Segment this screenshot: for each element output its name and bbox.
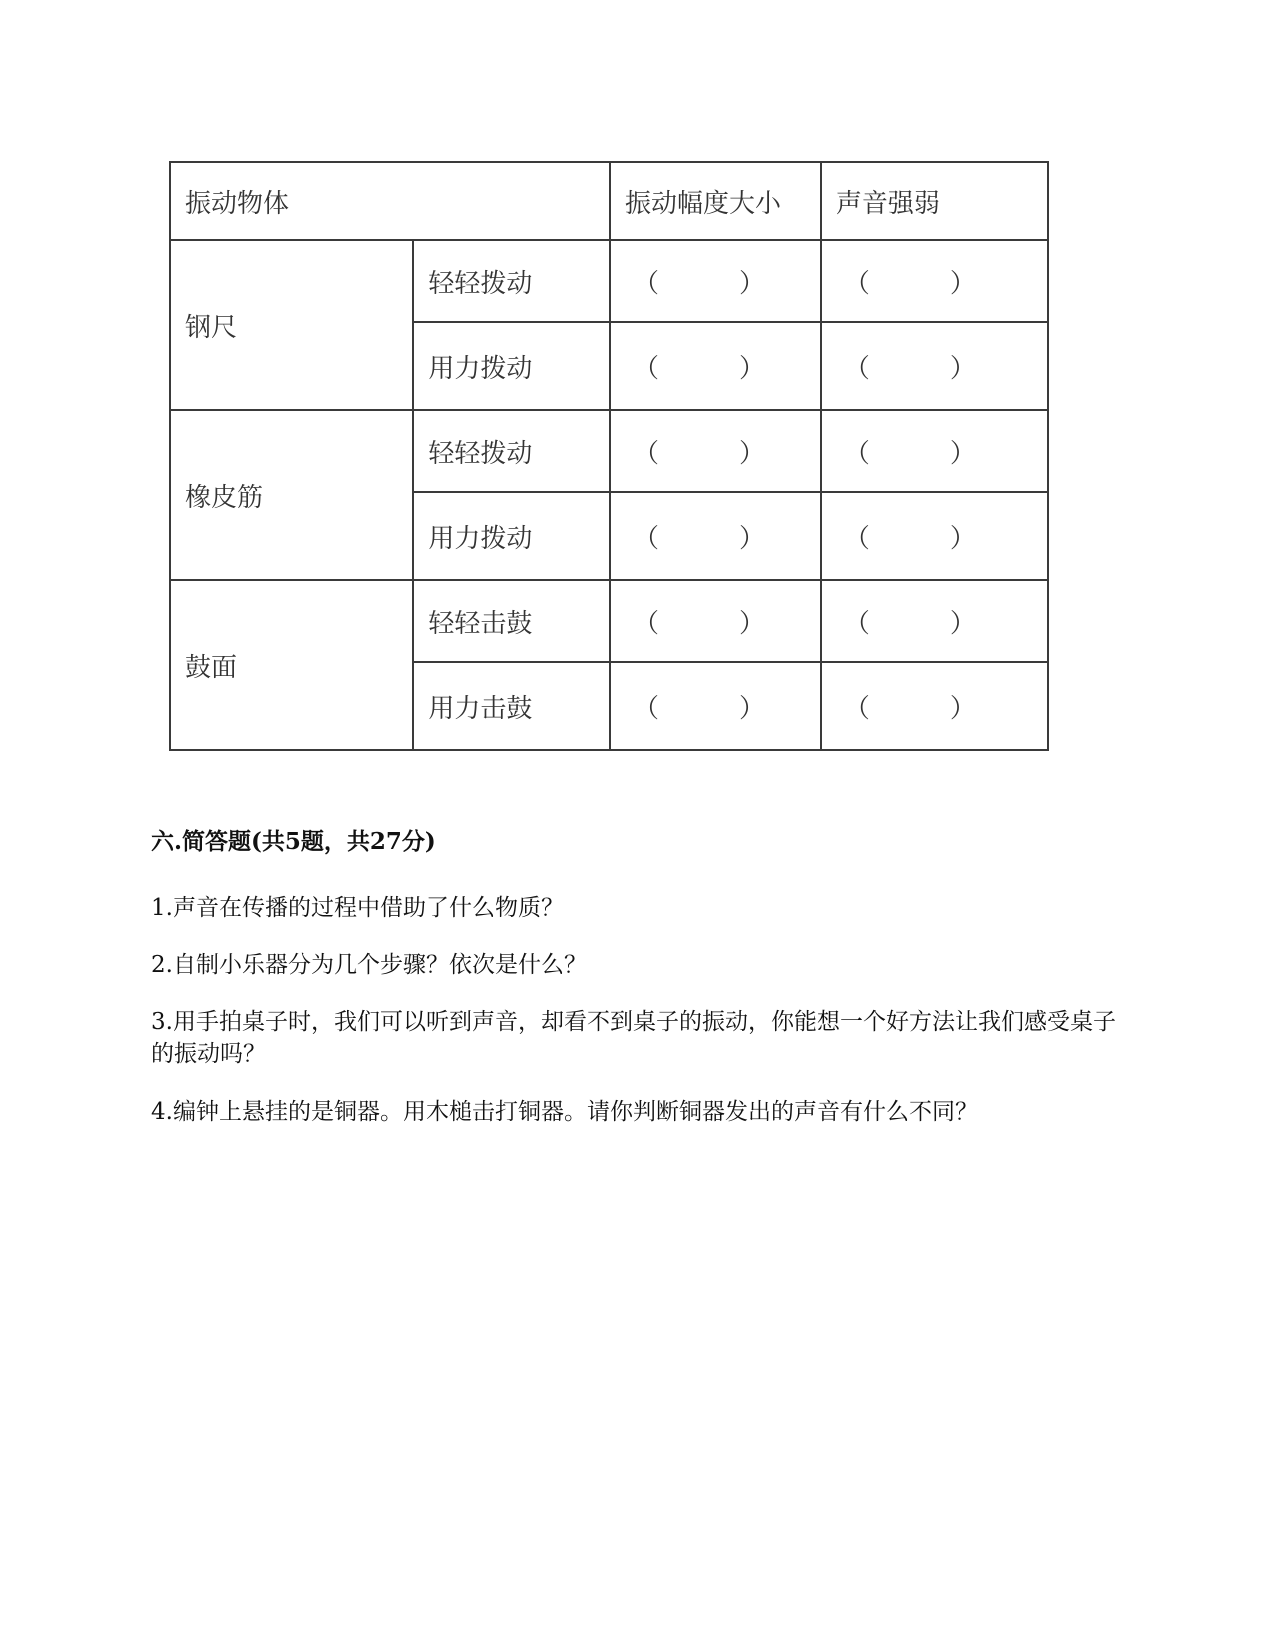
close-paren: ） bbox=[949, 268, 976, 299]
table-row bbox=[170, 580, 1048, 662]
loudness-answer-blank[interactable] bbox=[821, 662, 1048, 750]
loudness-answer-blank[interactable] bbox=[821, 240, 1048, 322]
question-4: 4.编钟上悬挂的是铜器。用木槌击打铜器。请你判断铜器发出的声音有什么不同？ bbox=[151, 1099, 978, 1125]
close-paren: ） bbox=[739, 438, 766, 469]
amplitude-answer-blank[interactable] bbox=[610, 662, 821, 750]
open-paren: （ bbox=[843, 268, 870, 299]
amplitude-answer-blank[interactable] bbox=[610, 322, 821, 410]
open-paren: （ bbox=[843, 608, 870, 639]
close-paren: ） bbox=[949, 693, 976, 724]
action-cell: 轻轻击鼓 bbox=[413, 580, 610, 662]
table-header-row bbox=[170, 162, 1048, 240]
open-paren: （ bbox=[633, 353, 660, 384]
action-cell: 用力拨动 bbox=[413, 322, 610, 410]
amplitude-answer-blank[interactable] bbox=[610, 492, 821, 580]
amplitude-answer-blank[interactable] bbox=[610, 240, 821, 322]
action-cell: 用力拨动 bbox=[413, 492, 610, 580]
loudness-answer-blank[interactable] bbox=[821, 410, 1048, 492]
header-loudness: 声音强弱 bbox=[821, 162, 1048, 240]
open-paren: （ bbox=[843, 693, 870, 724]
close-paren: ） bbox=[949, 608, 976, 639]
open-paren: （ bbox=[633, 693, 660, 724]
action-cell: 用力击鼓 bbox=[413, 662, 610, 750]
close-paren: ） bbox=[739, 608, 766, 639]
open-paren: （ bbox=[843, 438, 870, 469]
header-amplitude: 振动幅度大小 bbox=[610, 162, 821, 240]
object-drum-head: 鼓面 bbox=[170, 580, 413, 750]
action-cell: 轻轻拨动 bbox=[413, 410, 610, 492]
open-paren: （ bbox=[633, 608, 660, 639]
open-paren: （ bbox=[633, 268, 660, 299]
question-2: 2.自制小乐器分为几个步骤？依次是什么？ bbox=[151, 952, 587, 978]
vibration-table bbox=[169, 161, 1049, 751]
close-paren: ） bbox=[949, 523, 976, 554]
header-vibrating-object: 振动物体 bbox=[170, 162, 610, 240]
table-row bbox=[170, 240, 1048, 322]
open-paren: （ bbox=[633, 523, 660, 554]
close-paren: ） bbox=[739, 353, 766, 384]
close-paren: ） bbox=[739, 268, 766, 299]
close-paren: ） bbox=[739, 693, 766, 724]
action-cell: 轻轻拨动 bbox=[413, 240, 610, 322]
question-3: 3.用手拍桌子时，我们可以听到声音，却看不到桌子的振动，你能想一个好方法让我们感受桌子的振动吗？ bbox=[151, 1009, 1116, 1067]
open-paren: （ bbox=[843, 523, 870, 554]
close-paren: ） bbox=[949, 438, 976, 469]
close-paren: ） bbox=[739, 523, 766, 554]
object-rubber-band: 橡皮筋 bbox=[170, 410, 413, 580]
loudness-answer-blank[interactable] bbox=[821, 580, 1048, 662]
amplitude-answer-blank[interactable] bbox=[610, 410, 821, 492]
open-paren: （ bbox=[633, 438, 660, 469]
loudness-answer-blank[interactable] bbox=[821, 322, 1048, 410]
open-paren: （ bbox=[843, 353, 870, 384]
loudness-answer-blank[interactable] bbox=[821, 492, 1048, 580]
amplitude-answer-blank[interactable] bbox=[610, 580, 821, 662]
object-steel-ruler: 钢尺 bbox=[170, 240, 413, 410]
question-1: 1.声音在传播的过程中借助了什么物质？ bbox=[151, 895, 564, 921]
close-paren: ） bbox=[949, 353, 976, 384]
section-title: 六.简答题(共5题，共27分) bbox=[151, 828, 436, 855]
table-row bbox=[170, 410, 1048, 492]
